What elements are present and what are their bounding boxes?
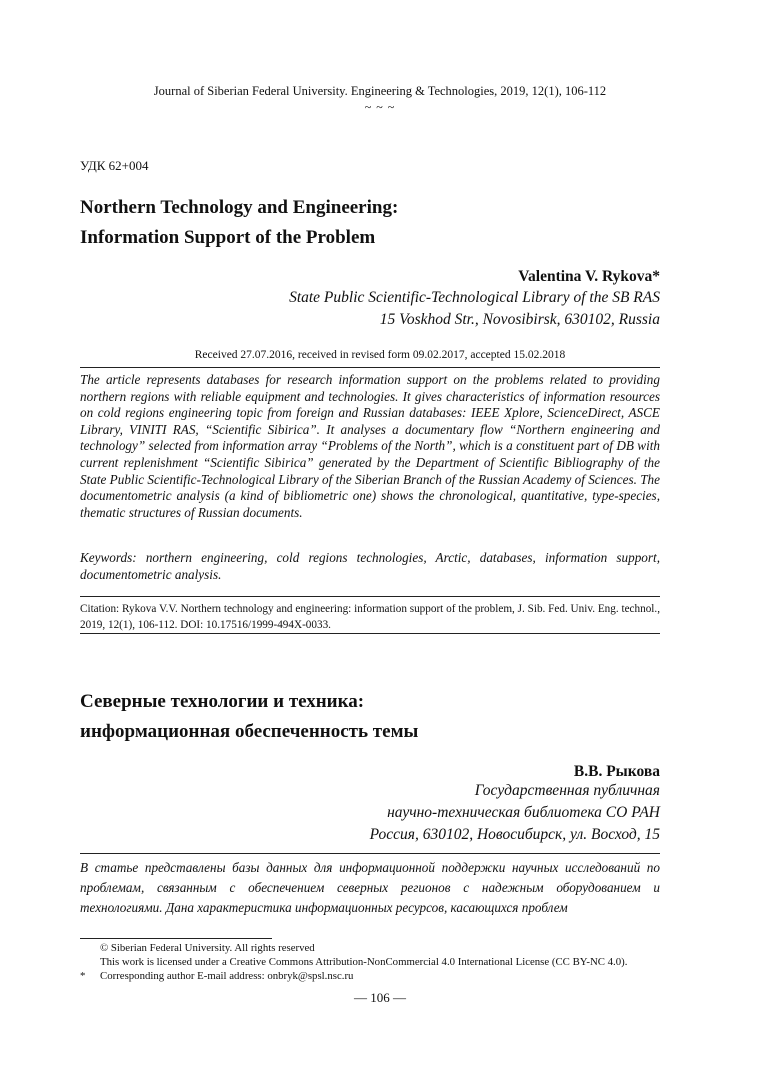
title-en-line-1: Northern Technology and Engineering: — [80, 197, 399, 218]
article-title-ru — [80, 687, 418, 747]
page-number: — 106 — — [354, 990, 406, 1005]
divider-top-abstract — [80, 367, 660, 368]
abstract-en: The article represents databases for research information support on the problems related to providing northern regions with reliable equipment and technologies. It gives characteristics of information resources on cold regions engineering topic from foreign and Russian databases: IEEE Xplore, ScienceDirect, ASCE Library, VINITI RAS, “Scientific Sibirica”. It analyses a documentary flow “Northern engineering and technology” selected from information array “Problems of the North”, which is a constituent part of DB with current replenishment “Scientific Sibirica” generated by the Department of Scientific Bibliography of the State Public Scientific-Technological Library of the Siberian Branch of the Russian Academy of Sciences. The documentometric analysis (a kind of bibliometric one) shows the chronological, quantitative, type-species, thematic structures of Russian documents. — [80, 372, 660, 520]
affiliation-en-line-1: State Public Scientific-Technological Library of the SB RAS — [289, 289, 660, 306]
keywords-en: Keywords: northern engineering, cold regions technologies, Arctic, databases, information support, documentometric analysis. — [80, 550, 660, 582]
copyright-text: © Siberian Federal University. All rights reserved — [100, 942, 315, 954]
title-ru-line-1: Северные технологии и техника: — [80, 691, 365, 712]
footnote-license — [80, 956, 680, 970]
divider-top-abstract-ru — [80, 853, 660, 854]
license-text: This work is licensed under a Creative Commons Attribution-NonCommercial 4.0 International License (CC BY-NC 4.0). — [100, 956, 628, 968]
divider-top-citation — [80, 596, 660, 597]
received-dates: Received 27.07.2016, received in revised form 09.02.2017, accepted 15.02.2018 — [194, 349, 566, 361]
footnote-corresponding — [80, 970, 680, 984]
footnote-asterisk: * — [80, 970, 86, 982]
citation: Citation: Rykova V.V. Northern technology and engineering: information support of the problem, J. Sib. Fed. Univ. Eng. technol., 2019, 12(1), 106-112. DOI: 10.17516/1999-494X-0033. — [80, 603, 660, 631]
title-en-line-2: Information Support of the Problem — [80, 227, 376, 248]
udk-code: УДК 62+004 — [80, 158, 149, 173]
author-ru: В.В. Рыкова — [573, 763, 660, 780]
abstract-ru: В статье представлены базы данных для информационной поддержки научных исследований по проблемам, связанным с обеспечением северных регионов с надежным оборудованием и технологиями. Дана характеристика информационных ресурсов, касающихся проблем — [80, 860, 660, 915]
footnote-copyright — [80, 942, 680, 956]
affiliation-en-line-2: 15 Voskhod Str., Novosibirsk, 630102, Russia — [379, 311, 660, 328]
article-title-en — [80, 193, 398, 253]
affiliation-ru — [370, 780, 660, 846]
title-ru-line-2: информационная обеспеченность темы — [80, 721, 419, 742]
affiliation-ru-line-3: Россия, 630102, Новосибирск, ул. Восход, 15 — [369, 826, 660, 843]
affiliation-en — [289, 287, 660, 331]
affiliation-ru-line-1: Государственная публичная — [474, 782, 660, 799]
affiliation-ru-line-2: научно-техническая библиотека СО РАН — [387, 804, 660, 821]
author-en: Valentina V. Rykova* — [518, 268, 660, 285]
header-separator: ~ ~ ~ — [364, 100, 396, 114]
divider-bottom-citation — [80, 633, 660, 634]
journal-header: Journal of Siberian Federal University. Engineering & Technologies, 2019, 12(1), 106-112 — [153, 84, 607, 98]
corresponding-text: Corresponding author E-mail address: onbryk@spsl.nsc.ru — [100, 970, 354, 982]
footnote-rule — [80, 938, 272, 939]
